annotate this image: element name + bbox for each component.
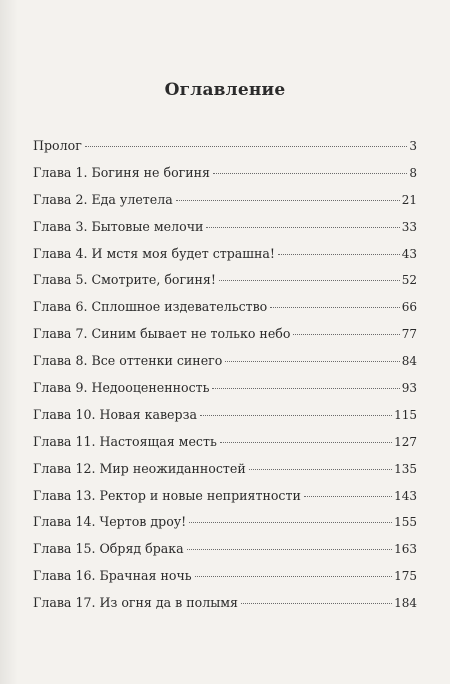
toc-page-number: 135 xyxy=(394,461,417,476)
toc-page-number: 66 xyxy=(401,300,417,315)
toc-page-number: 21 xyxy=(401,192,417,207)
toc-entry xyxy=(33,595,417,622)
dot-leader xyxy=(187,549,392,550)
dot-leader xyxy=(241,603,392,604)
toc-page-number: 93 xyxy=(401,381,417,396)
toc-entry-title: Глава 14. Чертов дроу! xyxy=(33,514,187,530)
page-shadow xyxy=(0,0,18,684)
toc-page-number: 77 xyxy=(401,327,417,342)
dot-leader xyxy=(304,496,392,497)
toc-entry xyxy=(33,272,417,299)
dot-leader xyxy=(225,361,399,362)
dot-leader xyxy=(219,280,400,281)
toc-entry xyxy=(33,353,417,380)
toc-entry-title: Глава 9. Недооцененность xyxy=(33,380,210,396)
toc-entry-title: Глава 11. Настоящая месть xyxy=(33,433,217,449)
toc-page-number: 8 xyxy=(409,165,417,180)
toc-entry-title: Глава 17. Из огня да в полымя xyxy=(33,595,238,611)
toc-page-number: 52 xyxy=(401,273,417,288)
dot-leader xyxy=(189,522,392,523)
dot-leader xyxy=(85,146,408,147)
toc-entry-title: Глава 6. Сплошное издевательство xyxy=(33,299,268,315)
toc-entry-title: Глава 13. Ректор и новые неприятности xyxy=(33,487,301,503)
toc-entry xyxy=(33,326,417,353)
dot-leader xyxy=(213,173,407,174)
toc-page-number: 143 xyxy=(394,488,417,503)
toc-entry-title: Глава 1. Богиня не богиня xyxy=(33,164,210,180)
toc-entry-title: Глава 5. Смотрите, богиня! xyxy=(33,272,216,288)
toc-page-number: 33 xyxy=(401,219,417,234)
toc-entry-title: Глава 10. Новая каверза xyxy=(33,406,197,422)
dot-leader xyxy=(278,254,400,255)
toc-entry-title: Пролог xyxy=(33,138,82,153)
toc-entry xyxy=(33,407,417,434)
toc-page-number: 84 xyxy=(401,354,417,369)
toc-entry xyxy=(33,568,417,595)
toc-entry xyxy=(33,514,417,541)
dot-leader xyxy=(220,442,392,443)
toc-entry-title: Глава 7. Синим бывает не только небо xyxy=(33,326,291,342)
toc-page-number: 127 xyxy=(394,434,417,449)
dot-leader xyxy=(206,227,399,228)
toc-page-number: 175 xyxy=(394,569,417,584)
toc-entry-title: Глава 2. Еда улетела xyxy=(33,191,173,207)
page-title: Оглавление xyxy=(164,80,286,100)
dot-leader xyxy=(195,576,392,577)
toc-entry xyxy=(33,219,417,246)
toc-page-number: 184 xyxy=(394,596,417,611)
toc-entry xyxy=(33,488,417,515)
toc-entry xyxy=(33,246,417,273)
toc-entry xyxy=(33,541,417,568)
toc-entry-title: Глава 16. Брачная ночь xyxy=(33,568,192,584)
toc-page-number: 3 xyxy=(409,139,417,153)
toc-entry-title: Глава 3. Бытовые мелочи xyxy=(33,218,204,234)
toc-entry xyxy=(33,138,417,165)
table-of-contents xyxy=(33,138,417,622)
toc-page-number: 163 xyxy=(394,542,417,557)
dot-leader xyxy=(249,469,392,470)
toc-page-number: 43 xyxy=(401,246,417,261)
toc-entry xyxy=(33,299,417,326)
toc-entry xyxy=(33,434,417,461)
toc-entry-title: Глава 12. Мир неожиданностей xyxy=(33,460,246,476)
toc-page-number: 115 xyxy=(394,407,417,422)
dot-leader xyxy=(270,307,399,308)
toc-entry-title: Глава 15. Обряд брака xyxy=(33,541,184,557)
dot-leader xyxy=(176,200,400,201)
toc-entry xyxy=(33,461,417,488)
toc-entry-title: Глава 4. И мстя моя будет страшна! xyxy=(33,245,275,261)
toc-entry xyxy=(33,165,417,192)
dot-leader xyxy=(212,388,399,389)
toc-entry-title: Глава 8. Все оттенки синего xyxy=(33,353,223,369)
dot-leader xyxy=(200,415,392,416)
toc-entry xyxy=(33,380,417,407)
toc-page-number: 155 xyxy=(394,515,417,530)
toc-entry xyxy=(33,192,417,219)
dot-leader xyxy=(293,334,399,335)
